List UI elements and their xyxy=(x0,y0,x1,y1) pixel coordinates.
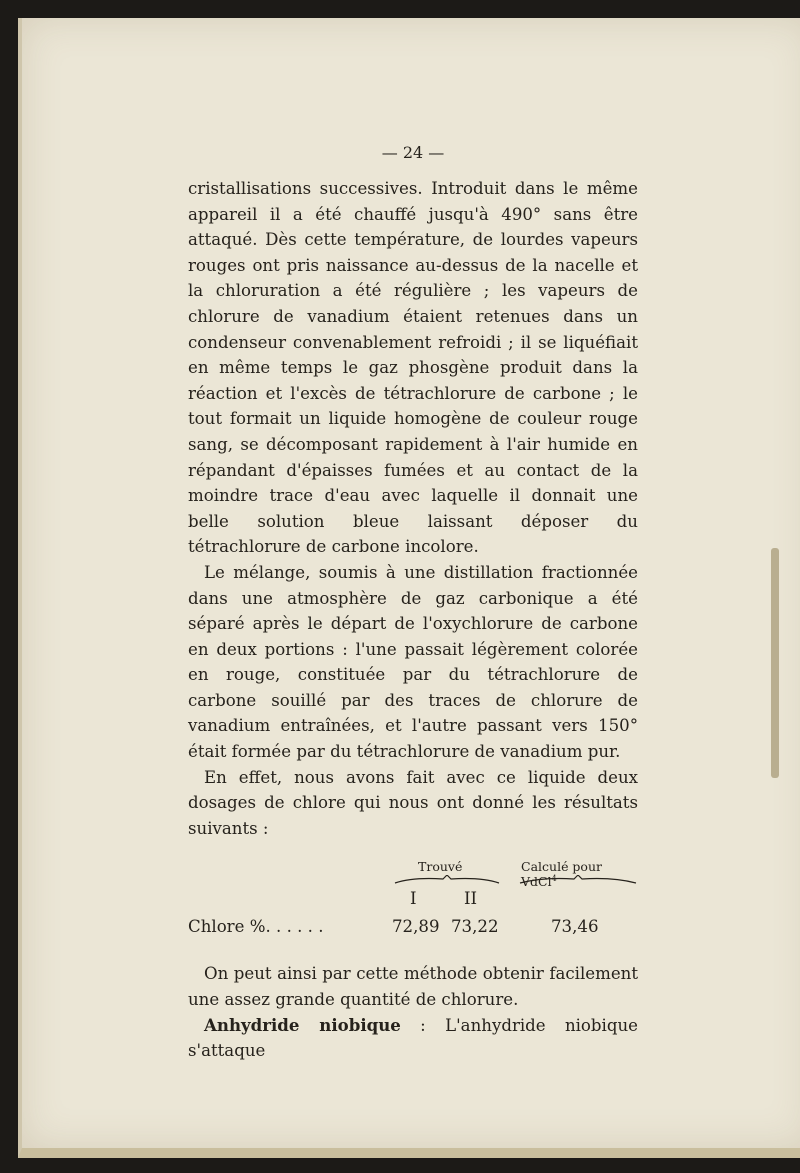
page-content xyxy=(188,143,638,1064)
paragraph-5-text: : L'anhydride niobique s'attaque xyxy=(188,1015,638,1061)
header-found: Trouvé xyxy=(418,859,463,875)
brace-calculated xyxy=(518,875,638,885)
value-found-1: 72,89 xyxy=(392,917,440,937)
value-found-2: 73,22 xyxy=(451,917,499,937)
paragraph-3: En effet, nous avons fait avec ce liquide deux dosages de chlore qui nous ont donné les résultats suivants : xyxy=(188,767,638,838)
header-calculated-sup: 4 xyxy=(551,874,557,884)
paragraph-4: On peut ainsi par cette méthode obtenir facilement une assez grande quantité de chlorure. xyxy=(188,964,638,1010)
page-number: — 24 — xyxy=(381,143,445,162)
paragraph-1: cristallisations successives. Introduit dans le même appareil il a été chauffé jusqu'à 490° sans être attaqué. Dès cette température, de lourdes vapeurs rouges ont pris naissance au-dessus de la nacelle et la chloruration a été régulière ; les vapeurs de chlorure de vanadium étaient retenues dans un condenseur convenablement refroidi ; il se liquéfiait en même temps le gaz phosgène produit dans la réaction et l'excès de tétrachlorure de carbone ; le tout formait un liquide homogène de couleur rouge sang, se décomposant rapidement à l'air humide en répandant d'épaisses fumées et au contact de la moindre trace d'eau avec laquelle il donnait une belle solution bleue laissant déposer du tétrachlorure de carbone incolore. xyxy=(188,179,638,557)
paragraph-5 xyxy=(188,1013,638,1064)
value-calculated: 73,46 xyxy=(551,917,599,937)
section-heading-anhydride: Anhydride niobique xyxy=(204,1014,401,1035)
header-calculated-text: Calculé pour VdCl xyxy=(521,859,602,890)
paragraph-2: Le mélange, soumis à une distillation fractionnée dans une atmosphère de gaz carbonique a été séparé après le départ de l'oxychlorure de carbone en deux portions : l'une passait légèrement colorée en rouge, constituée par du tétrachlorure de carbone souillé par des traces de chlorure de vanadium entraînées, et l'autre passant vers 150° était formée par du tétrachlorure de vanadium pur. xyxy=(188,562,638,762)
column-header-2: II xyxy=(464,889,478,909)
binding-strip xyxy=(771,548,779,778)
brace-found xyxy=(393,875,501,885)
column-header-1: I xyxy=(410,889,417,909)
row-label-chlore: Chlore %. . . . . . xyxy=(188,917,324,937)
results-table xyxy=(188,859,638,955)
